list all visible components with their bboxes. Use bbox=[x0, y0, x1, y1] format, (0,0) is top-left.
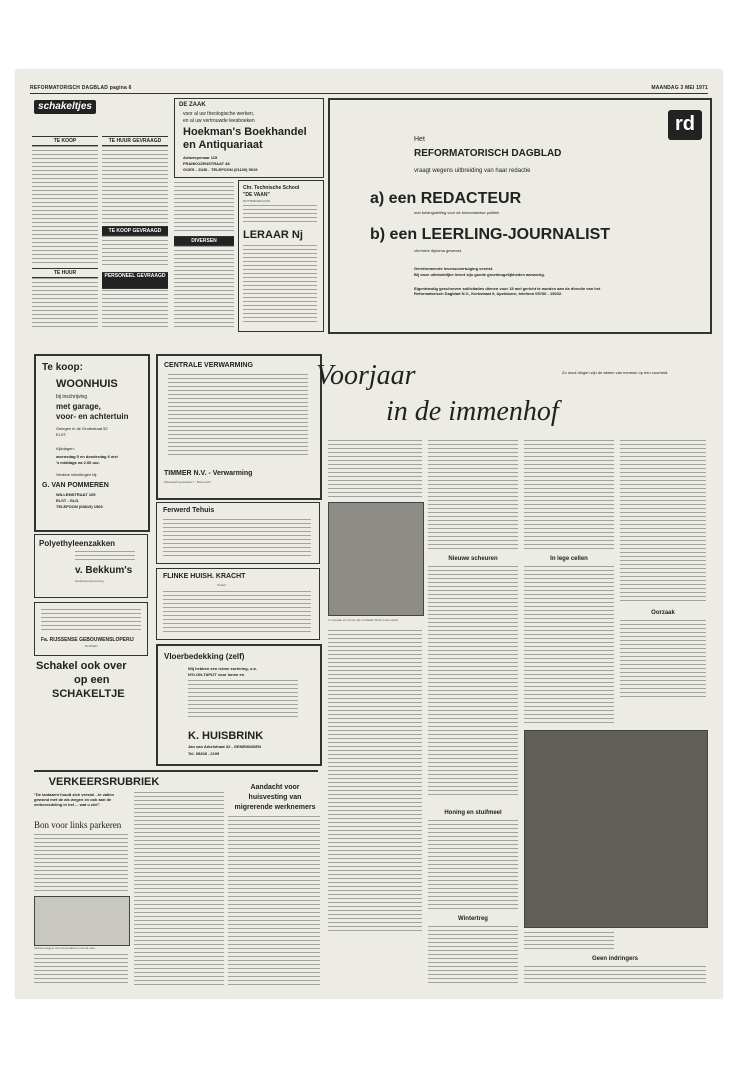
ad-heading: Vloerbedekking (zelf) bbox=[164, 652, 245, 661]
ad-text: Jan van Arkelstraat 32 - GENEMUIDEN bbox=[188, 744, 261, 749]
ad-text: Eigenhandig geschreven sollicitaties dienen voor 15 mei gericht te worden aan de directie van het Reformatorisch Dagblad N.V., Kerkstraat 9, Apeldoorn, telefoon 05760 - 15202. bbox=[414, 286, 601, 296]
ad-ferwerd bbox=[156, 502, 320, 564]
sub-heading: In lege cellen bbox=[550, 556, 588, 562]
ad-heading: Chr. Technische School bbox=[243, 185, 300, 191]
ad-name: Hoekman's Boekhandel bbox=[183, 126, 307, 138]
article-text bbox=[34, 834, 128, 892]
ad-vacancy-a: a) een REDACTEUR bbox=[370, 190, 522, 207]
sub-heading: Oorzaak bbox=[651, 610, 675, 616]
ad-text: voor al uw theologische werken, bbox=[183, 111, 255, 117]
feature-title-2: in de immenhof bbox=[386, 396, 559, 427]
classifieds-block bbox=[30, 98, 170, 330]
ad-hoekman bbox=[174, 98, 324, 178]
sub-heading: Geen indringers bbox=[591, 956, 638, 962]
ad-name: en Antiquariaat bbox=[183, 139, 263, 151]
ad-heading: Te koop: bbox=[42, 362, 83, 373]
ad-text: Handelsonderneming bbox=[75, 579, 104, 583]
ad-text: vraagt wegens uitbreiding van haar redactie bbox=[414, 168, 531, 174]
ad-verwarming bbox=[156, 354, 322, 500]
article-text bbox=[428, 440, 518, 550]
ad-text: Bij onze uiteindelijke levert zijn goede groeimogelijkheden aanwezig. bbox=[414, 272, 545, 277]
ad-heading: Ferwerd Tehuis bbox=[163, 507, 215, 514]
section-rule bbox=[34, 770, 318, 772]
ad-heading: op een bbox=[74, 674, 110, 686]
article-text bbox=[428, 566, 518, 798]
ad-heading: WOONHUIS bbox=[56, 378, 118, 390]
ad-address: GOES - ZUID - TELEFOON (01100) 5019 bbox=[183, 167, 258, 172]
schakeltjes-logo: schakeltjes bbox=[34, 100, 96, 114]
ad-position: LERAAR Nj bbox=[243, 229, 303, 241]
ad-firm: Fa. RIJSSENSE GEBOUWENSLOPERIJ bbox=[41, 637, 134, 643]
photo-bees bbox=[328, 502, 424, 616]
aandacht-title-2: huisvesting van bbox=[248, 794, 302, 801]
ad-heading: CENTRALE VERWARMING bbox=[164, 362, 253, 369]
ad-vloer bbox=[156, 644, 322, 766]
ad-text bbox=[41, 609, 141, 633]
ad-text: Gelegen in de Grotestraat 52 bbox=[56, 426, 108, 431]
ad-text: RIJSSEN bbox=[85, 644, 98, 648]
ad-gebouwen bbox=[34, 602, 148, 656]
ad-text: Kijkdagen: bbox=[56, 446, 75, 451]
ad-text: Wesselerhuyssstraat 7 - Barneveld bbox=[164, 480, 211, 484]
ad-text: TELEFOON (08819) 1560 bbox=[56, 504, 103, 509]
ad-schakeltje bbox=[34, 660, 148, 714]
ad-address: Antwerpenaar 115 bbox=[183, 155, 218, 160]
ad-heading: Polyethyleenzakken bbox=[39, 539, 116, 548]
ad-flinke bbox=[156, 568, 320, 640]
header-rule bbox=[30, 93, 708, 94]
cat-te-koop: TE KOOP bbox=[32, 136, 98, 146]
ad-heading: REFORMATORISCH DAGBLAD bbox=[414, 148, 562, 159]
ad-firm: G. VAN POMMEREN bbox=[42, 482, 109, 489]
article-text bbox=[620, 440, 706, 604]
newspaper-page bbox=[16, 70, 722, 998]
ad-rd-vacancy bbox=[328, 98, 712, 334]
ad-heading: Schakel ook over bbox=[36, 660, 127, 672]
ad-text: NYLON-TAPIJT voor lonen en bbox=[188, 672, 245, 677]
illustration-parking bbox=[34, 896, 130, 946]
ad-school bbox=[238, 180, 324, 332]
verkeer-title: VERKEERSRUBRIEK bbox=[48, 776, 160, 788]
ad-text: Onbelt bbox=[217, 583, 226, 587]
photo-caption: In voorjaar en zomer zijn verhaald hecht in de natuur. bbox=[328, 618, 399, 622]
ad-text bbox=[168, 374, 308, 458]
cat-diversen: DIVERSEN bbox=[174, 236, 234, 246]
article-text bbox=[228, 816, 320, 986]
ad-text: Tel. 05208 - 2109 bbox=[188, 751, 220, 756]
ad-text: Wij hebben een ruime sortering, o.a. bbox=[188, 666, 257, 671]
cat-te-huur: TE HUUR bbox=[32, 268, 98, 278]
ad-address: FRANKOZENSTRAAT 48 bbox=[183, 161, 230, 166]
ad-heading: DE ZAAK bbox=[179, 102, 206, 108]
ad-text: Gereformeerde levensovertuiging vereist. bbox=[414, 266, 494, 271]
article-text bbox=[328, 630, 422, 934]
verkeer-heading: Bon voor links parkeren bbox=[34, 820, 122, 830]
ad-text: ELST - GLD. bbox=[56, 498, 80, 503]
article-text bbox=[428, 820, 518, 910]
ad-firm: TIMMER N.V. - Verwarming bbox=[164, 470, 253, 477]
ad-firm: K. HUISBRINK bbox=[188, 730, 264, 742]
classified-text bbox=[174, 246, 234, 330]
article-text bbox=[620, 620, 706, 700]
ad-text: woensdag 5 en donderdag 6 mei bbox=[56, 454, 118, 459]
classified-text bbox=[32, 146, 98, 266]
cat-personeel: PERSONEEL GEVRAAGD bbox=[102, 272, 168, 289]
ad-text: met belangstelling voor de binnenlandse politiek bbox=[414, 210, 500, 215]
feature-title-1: Voorjaar bbox=[316, 360, 416, 391]
article-text bbox=[524, 932, 614, 952]
article-text bbox=[134, 792, 224, 986]
ad-woonhuis bbox=[34, 354, 150, 532]
ad-text: Verdere inlichtingen bij: bbox=[56, 472, 98, 477]
sub-heading: Wintertreg bbox=[458, 916, 488, 922]
ad-heading: FLINKE HUISH. KRACHT bbox=[163, 573, 246, 580]
ad-text: ELST. bbox=[56, 432, 67, 437]
illustration-caption: Verkeersregels voor het parkeren met de auto. bbox=[34, 946, 96, 950]
ad-text: ROTTERDAM-ZUID bbox=[243, 199, 270, 203]
feature-intro: Zo mooi dingen zijn de abeen van mensen op een voorheid. bbox=[562, 370, 669, 375]
ad-text: WILLEMSTRAAT 105 bbox=[56, 492, 96, 497]
photo-beekeeper bbox=[524, 730, 708, 928]
ad-text: en al uw vertrouwde leesboeken bbox=[183, 118, 255, 124]
page-header-left: REFORMATORISCH DAGBLAD pagina 6 bbox=[30, 85, 132, 91]
ad-text: 's middags na 2.00 uur. bbox=[56, 460, 100, 465]
article-text bbox=[524, 440, 614, 550]
cat-te-huur-gevraagd: TE HUUR GEVRAAGD bbox=[102, 136, 168, 146]
ad-heading: SCHAKELTJE bbox=[52, 688, 125, 700]
article-text bbox=[328, 440, 422, 498]
ad-text: met garage, bbox=[56, 402, 101, 411]
article-text bbox=[428, 926, 518, 986]
ad-text: chr/mere diploma gewenst. bbox=[414, 248, 463, 253]
article-text bbox=[34, 954, 128, 986]
classified-text bbox=[32, 278, 98, 328]
ad-text bbox=[188, 680, 298, 720]
ad-text bbox=[163, 591, 311, 633]
ad-text bbox=[243, 245, 317, 325]
ad-text bbox=[243, 205, 317, 225]
ad-text: bij inschrijving bbox=[56, 394, 88, 400]
ad-vacancy-b: b) een LEERLING-JOURNALIST bbox=[370, 226, 611, 243]
rd-logo: rd bbox=[668, 110, 702, 140]
ad-text: Het bbox=[414, 136, 425, 143]
ad-text: voor- en achtertuin bbox=[56, 412, 129, 421]
verkeer-lead: "De lantaarnt houdt zich verstol - te vallen gewond met de als wegen en ook aan de verkeersdeling in het ... wat u ziet". bbox=[34, 792, 114, 807]
cat-te-koop-gevraagd: TE KOOP GEVRAAGD bbox=[102, 226, 168, 236]
ad-text bbox=[75, 551, 135, 561]
ad-heading: "DE VAAN" bbox=[243, 192, 270, 198]
ad-firm: v. Bekkum's bbox=[75, 565, 133, 576]
sub-heading: Nieuwe scheuren bbox=[448, 556, 498, 562]
article-text bbox=[524, 566, 614, 726]
classified-text bbox=[102, 236, 168, 268]
aandacht-title-1: Aandacht voor bbox=[250, 784, 300, 791]
sub-heading: Honing en stuifmeel bbox=[444, 810, 502, 816]
page-header-date: MAANDAG 3 MEI 1971 bbox=[651, 85, 708, 91]
aandacht-title-3: migrerende werknemers bbox=[234, 804, 316, 811]
classified-text bbox=[174, 182, 234, 232]
ad-poly bbox=[34, 534, 148, 598]
classified-text bbox=[102, 290, 168, 328]
classified-text bbox=[102, 146, 168, 224]
ad-text bbox=[163, 519, 311, 559]
article-text bbox=[524, 966, 706, 986]
